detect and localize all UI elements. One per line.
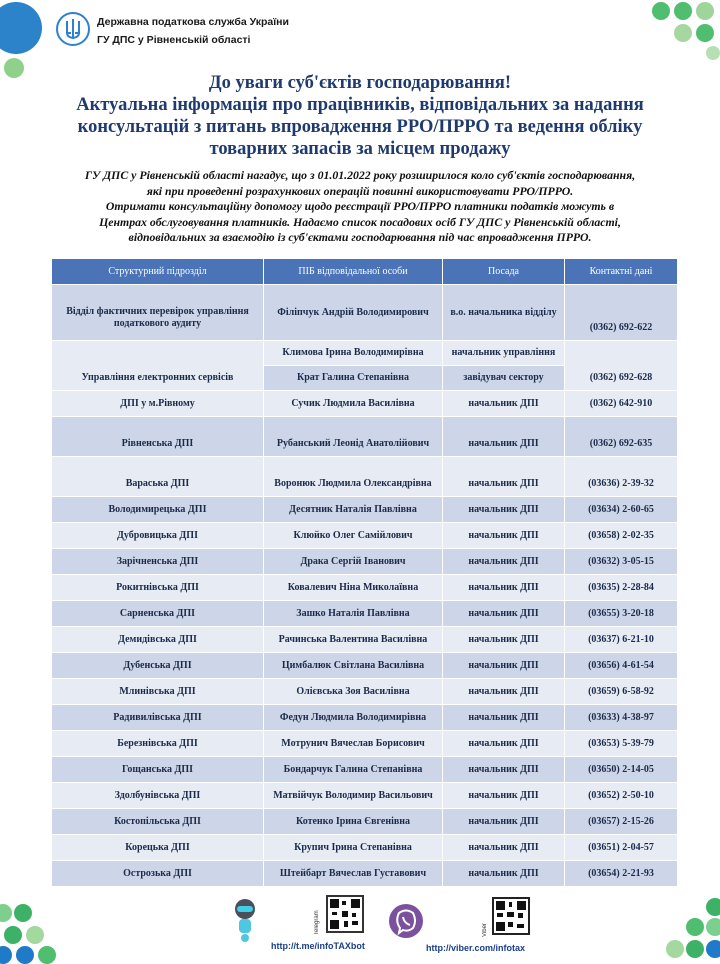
title-line2: Актуальна інформація про працівників, відповідальних за надання xyxy=(76,95,644,115)
cell-unit: ДПІ у м.Рівному xyxy=(52,391,264,417)
qr-code-icon xyxy=(494,899,528,933)
cell-position: начальник управління xyxy=(443,341,565,366)
cell-unit: Млинівська ДПІ xyxy=(52,679,264,705)
telegram-qr-code[interactable] xyxy=(326,895,364,933)
cell-position: начальник ДПІ xyxy=(443,575,565,601)
table-row xyxy=(52,783,678,809)
cell-phone: (03656) 4-61-54 xyxy=(565,653,678,679)
cell-position: завідувач сектору xyxy=(443,366,565,391)
trident-icon xyxy=(56,12,90,46)
cell-phone: (03653) 5-39-79 xyxy=(565,731,678,757)
cell-name: Котенко Ірина Євгенівна xyxy=(264,809,443,835)
intro-line5: відповідальних за взаємодію із суб'єктами господарювання під час впровадження ПРРО. xyxy=(128,230,592,244)
cell-name: Бондарчук Галина Степанівна xyxy=(264,757,443,783)
table-header-row xyxy=(52,259,678,285)
cell-unit: Дубенська ДПІ xyxy=(52,653,264,679)
cell-unit: Радивилівська ДПІ xyxy=(52,705,264,731)
table-row xyxy=(52,627,678,653)
table-row xyxy=(52,809,678,835)
table-row xyxy=(52,549,678,575)
intro-line4: Центрах обслуговування платників. Надаємо список посадових осіб ГУ ДПС у Рівненській області, xyxy=(99,214,621,229)
table-row xyxy=(52,497,678,523)
cell-unit: Рокитнівська ДПІ xyxy=(52,575,264,601)
cell-unit: Костопільська ДПІ xyxy=(52,809,264,835)
cell-phone: (03634) 2-60-65 xyxy=(565,497,678,523)
cell-name: Цимбалюк Світлана Василівна xyxy=(264,653,443,679)
cell-phone: (0362) 692-628 xyxy=(565,341,678,391)
title-line1: До уваги суб'єктів господарювання! xyxy=(208,73,512,93)
cell-name: Рачинська Валентина Василівна xyxy=(264,627,443,653)
viber-qr-code[interactable] xyxy=(492,897,530,935)
intro-line3: Отримати консультаційну допомогу щодо реєстрації РРО/ПРРО платники податків можуть в xyxy=(105,199,615,213)
cell-unit: Корецька ДПІ xyxy=(52,835,264,861)
cell-position: начальник ДПІ xyxy=(443,391,565,417)
cell-name: Климова Ірина Володимирівна xyxy=(264,341,443,366)
table-row xyxy=(52,391,678,417)
cell-name: Драка Сергій Іванович xyxy=(264,549,443,575)
cell-phone: (03654) 2-21-93 xyxy=(565,861,678,887)
cell-unit: Дубровицька ДПІ xyxy=(52,523,264,549)
cell-name: Філіпчук Андрій Володимирович xyxy=(264,285,443,341)
col-header-name: ПІБ відповідальної особи xyxy=(264,259,443,285)
intro-line2: які при проведенні розрахункових операцій повинні використовувати РРО/ПРРО. xyxy=(146,183,574,198)
cell-phone: (03655) 3-20-18 xyxy=(565,601,678,627)
cell-name: Олієвська Зоя Василівна xyxy=(264,679,443,705)
table-row xyxy=(52,861,678,887)
robot-bot-icon xyxy=(230,897,260,943)
page-title xyxy=(40,72,680,160)
cell-name: Матвійчук Володимир Васильович xyxy=(264,783,443,809)
cell-phone: (03659) 6-58-92 xyxy=(565,679,678,705)
table-row xyxy=(52,705,678,731)
cell-position: начальник ДПІ xyxy=(443,457,565,497)
telegram-link[interactable]: http://t.me/infoTAXbot xyxy=(271,941,365,951)
cell-position: начальник ДПІ xyxy=(443,627,565,653)
viber-label: Viber xyxy=(482,923,488,937)
cell-unit: Березнівська ДПІ xyxy=(52,731,264,757)
table-row xyxy=(52,523,678,549)
cell-phone: (03658) 2-02-35 xyxy=(565,523,678,549)
cell-name: Мотрунич Вячеслав Борисович xyxy=(264,731,443,757)
title-line4: товарних запасів за місцем продажу xyxy=(209,139,511,159)
cell-unit: Острозька ДПІ xyxy=(52,861,264,887)
dps-logo xyxy=(56,12,90,46)
cell-unit: Здолбунівська ДПІ xyxy=(52,783,264,809)
footer xyxy=(0,885,720,960)
table-row xyxy=(52,835,678,861)
cell-position: начальник ДПІ xyxy=(443,731,565,757)
cell-name: Десятник Наталія Павлівна xyxy=(264,497,443,523)
cell-name: Воронюк Людмила Олександрівна xyxy=(264,457,443,497)
cell-position: начальник ДПІ xyxy=(443,757,565,783)
qr-code-icon xyxy=(328,897,362,931)
table-row xyxy=(52,341,678,366)
cell-phone: (03636) 2-39-32 xyxy=(565,457,678,497)
intro-text xyxy=(20,168,700,246)
title-line3: консультацій з питань впровадження РРО/ПРРО та ведення обліку xyxy=(77,117,643,137)
cell-unit: Володимирецька ДПІ xyxy=(52,497,264,523)
cell-position: начальник ДПІ xyxy=(443,549,565,575)
cell-name: Крат Галина Степанівна xyxy=(264,366,443,391)
viber-link[interactable]: http://viber.com/infotax xyxy=(426,943,526,953)
cell-name: Штейбарт Вячеслав Густавович xyxy=(264,861,443,887)
cell-phone: (03633) 4-38-97 xyxy=(565,705,678,731)
cell-position: начальник ДПІ xyxy=(443,653,565,679)
contacts-table xyxy=(51,258,678,887)
cell-phone: (03652) 2-50-10 xyxy=(565,783,678,809)
col-header-contacts: Контактні дані xyxy=(565,259,678,285)
table-row xyxy=(52,757,678,783)
col-header-position: Посада xyxy=(443,259,565,285)
cell-phone: (03635) 2-28-84 xyxy=(565,575,678,601)
cell-position: начальник ДПІ xyxy=(443,835,565,861)
cell-unit: Демидівська ДПІ xyxy=(52,627,264,653)
cell-phone: (03637) 6-21-10 xyxy=(565,627,678,653)
cell-name: Зашко Наталія Павлівна xyxy=(264,601,443,627)
telegram-label: Telegram xyxy=(314,910,320,935)
org-name-line1: Державна податкова служба України xyxy=(97,16,289,28)
cell-name: Сучик Людмила Василівна xyxy=(264,391,443,417)
cell-position: начальник ДПІ xyxy=(443,523,565,549)
cell-unit: Гощанська ДПІ xyxy=(52,757,264,783)
cell-phone: (03650) 2-14-05 xyxy=(565,757,678,783)
table-row xyxy=(52,731,678,757)
cell-position: начальник ДПІ xyxy=(443,601,565,627)
cell-name: Ковалевич Ніна Миколаївна xyxy=(264,575,443,601)
cell-unit: Зарічненська ДПІ xyxy=(52,549,264,575)
col-header-unit: Структурний підрозділ xyxy=(52,259,264,285)
cell-position: начальник ДПІ xyxy=(443,809,565,835)
cell-phone: (0362) 692-622 xyxy=(565,285,678,341)
table-row xyxy=(52,285,678,341)
table-row xyxy=(52,653,678,679)
cell-unit: Вараська ДПІ xyxy=(52,457,264,497)
table-row xyxy=(52,417,678,457)
cell-phone: (03632) 3-05-15 xyxy=(565,549,678,575)
cell-name: Федун Людмила Володимирівна xyxy=(264,705,443,731)
org-name-line2: ГУ ДПС у Рівненській області xyxy=(97,34,251,46)
cell-name: Рубанський Леонід Анатолійович xyxy=(264,417,443,457)
table-row xyxy=(52,601,678,627)
cell-position: начальник ДПІ xyxy=(443,497,565,523)
table-row xyxy=(52,575,678,601)
table-row xyxy=(52,457,678,497)
cell-unit: Рівненська ДПІ xyxy=(52,417,264,457)
table-row xyxy=(52,679,678,705)
cell-position: начальник ДПІ xyxy=(443,861,565,887)
intro-line1: ГУ ДПС у Рівненській області нагадує, що з 01.01.2022 року розширилося коло суб'єктів господарювання, xyxy=(84,168,636,182)
cell-position: начальник ДПІ xyxy=(443,679,565,705)
cell-unit: Управління електронних сервісів xyxy=(52,341,264,391)
cell-name: Клюйко Олег Самійлович xyxy=(264,523,443,549)
cell-phone: (03651) 2-04-57 xyxy=(565,835,678,861)
cell-position: начальник ДПІ xyxy=(443,783,565,809)
header xyxy=(0,0,720,60)
cell-unit: Відділ фактичних перевірок управління податкового аудиту xyxy=(52,285,264,341)
cell-phone: (0362) 692-635 xyxy=(565,417,678,457)
cell-phone: (03657) 2-15-26 xyxy=(565,809,678,835)
cell-unit: Сарненська ДПІ xyxy=(52,601,264,627)
viber-icon[interactable] xyxy=(388,903,424,939)
cell-position: начальник ДПІ xyxy=(443,417,565,457)
cell-name: Крупич Ірина Степанівна xyxy=(264,835,443,861)
cell-phone: (0362) 642-910 xyxy=(565,391,678,417)
cell-position: начальник ДПІ xyxy=(443,705,565,731)
cell-position: в.о. начальника відділу xyxy=(443,285,565,341)
